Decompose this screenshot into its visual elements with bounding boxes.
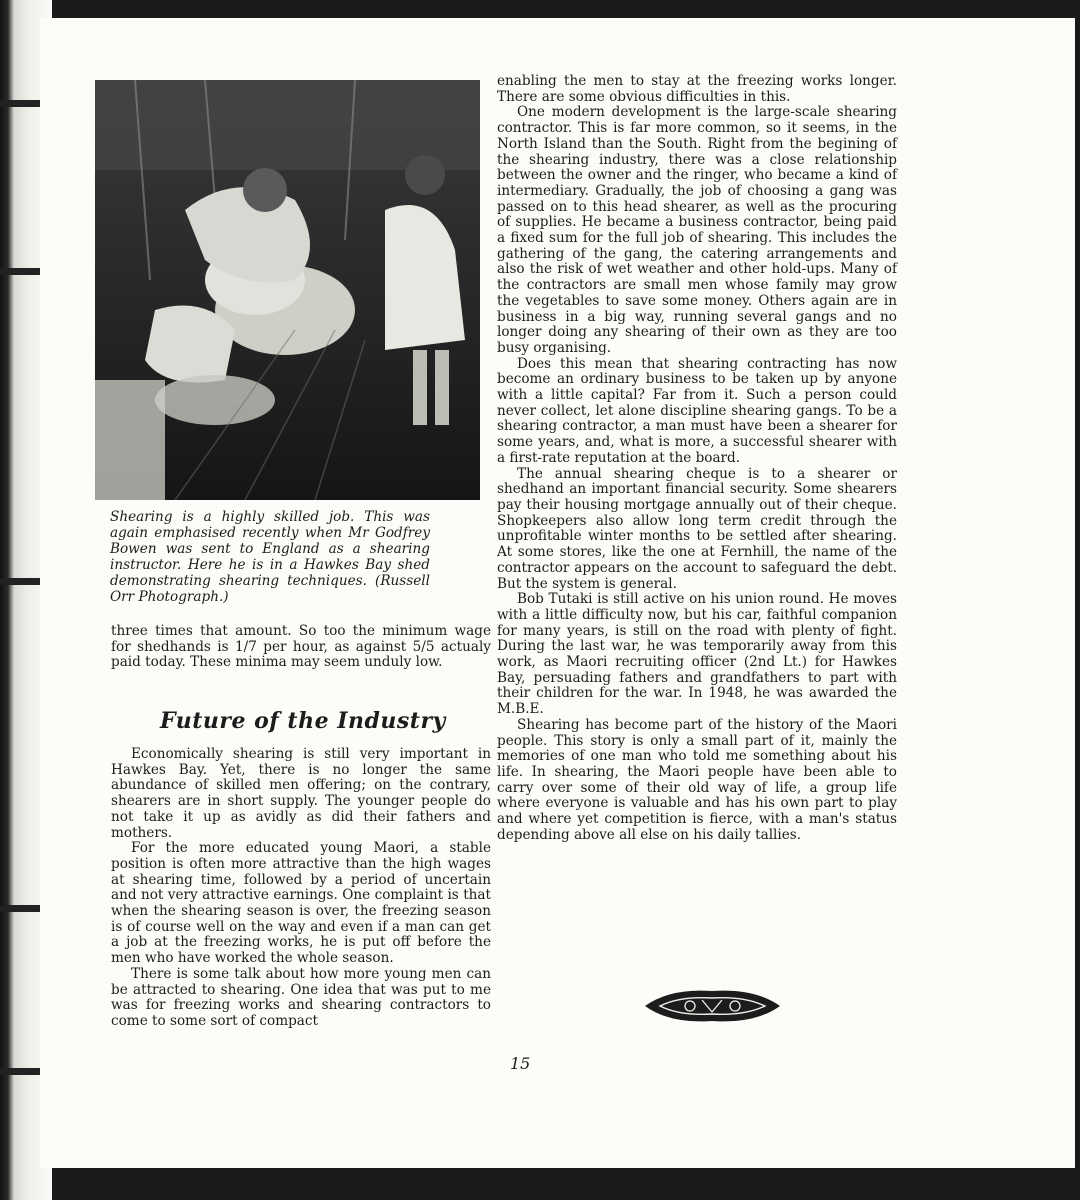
magazine-page [40,18,1075,1168]
page-number: 15 [510,1054,531,1073]
body-paragraph: One modern development is the large-scale shearing contractor. This is far more common, so it seems, in the North Island than the South. Right from the begining of the shearing industry, there was a close relationship between the owner and the ringer, who became a kind of intermediary. Gradually, the job of choosing a gang was passed on to this head shearer, as well as the procuring of supplies. He became a business contractor, being paid a fixed sum for the full job of shearing. This includes the gathering of the gang, the catering arrangements and also the risk of wet weather and other hold-ups. Many of the contractors are small men whose family may grow the vegetables to save some money. Others again are in business in a big way, running several gangs and no longer doing any shearing of their own as they are too busy organising. [497,104,897,356]
body-paragraph: Does this mean that shearing contracting has now become an ordinary business to be taken up by anyone with a little capital? Far from it. Such a person could never collect, let alone discipline shearing gangs. To be a shearing contractor, a man must have been a shearer for some years, and, what is more, a successful shearer with a first-rate reputation at the board. [497,355,897,466]
body-paragraph: The annual shearing cheque is to a shearer or shedhand an important financial security. Some shearers pay their housing mortgage annually out of their cheque. Shopkeepers also allow long term credit through the unprofitable winter months to be settled after shearing. At some stores, like the one at Fernhill, the name of the contractor appears on the account to safeguard the debt. But the system is general. [497,465,897,592]
body-paragraph: enabling the men to stay at the freezing works longer. There are some obvious difficulties in this. [497,73,897,105]
carving-ornament-icon [640,986,785,1026]
left-column-body [111,747,491,1030]
body-paragraph: Economically shearing is still very important in Hawkes Bay. Yet, there is no longer the same abundance of skilled men offering; on the contrary, shearers are in short supply. The younger people do not take it up as avidly as did their fathers and mothers. [111,746,491,841]
right-column-body [497,74,897,843]
left-column-intro [111,624,491,671]
body-paragraph: Shearing has become part of the history of the Maori people. This story is only a small part of it, mainly the memories of one man who told me something about his life. In shearing, the Maori people have been able to carry over some of their old way of life, a group life where everyone is valuable and has his own part to play and where yet competition is fierce, with a man's status depending above all else on his daily tallies. [497,716,897,843]
shearing-photo [95,80,480,500]
photo-caption: Shearing is a highly skilled job. This was again emphasised recently when Mr Godfrey Bowen was sent to England as a shearing instructor. Here he is in a Hawkes Bay shed demonstrating shearing techniques. (Russell Orr Photograph.) [110,509,430,605]
shearing-photo-illustration [95,80,480,500]
section-heading: Future of the Industry [160,708,446,734]
body-paragraph: For the more educated young Maori, a stable position is often more attractive than the high wages at shearing time, followed by a period of uncertain and not very attractive earnings. One complaint is that when the shearing season is over, the freezing season is of course well on the way and even if a man can get a job at the freezing works, he is put off before the men who have worked the whole season. [111,840,491,967]
intro-paragraph: three times that amount. So too the minimum wage for shedhands is 1/7 per hour, as against 5/5 actualy paid today. These minima may seem unduly low. [111,623,491,671]
body-paragraph: Bob Tutaki is still active on his union round. He moves with a little difficulty now, but his car, faithful companion for many years, is still on the road with plenty of fight. During the last war, he was temporarily away from this work, as Maori recruiting officer (2nd Lt.) for Hawkes Bay, persuading fathers and grandfathers to part with their children for the war. In 1948, he was awarded the M.B.E. [497,591,897,718]
body-paragraph: There is some talk about how more young men can be attracted to shearing. One idea that was put to me was for freezing works and shearing contractors to come to some sort of compact [111,965,491,1029]
